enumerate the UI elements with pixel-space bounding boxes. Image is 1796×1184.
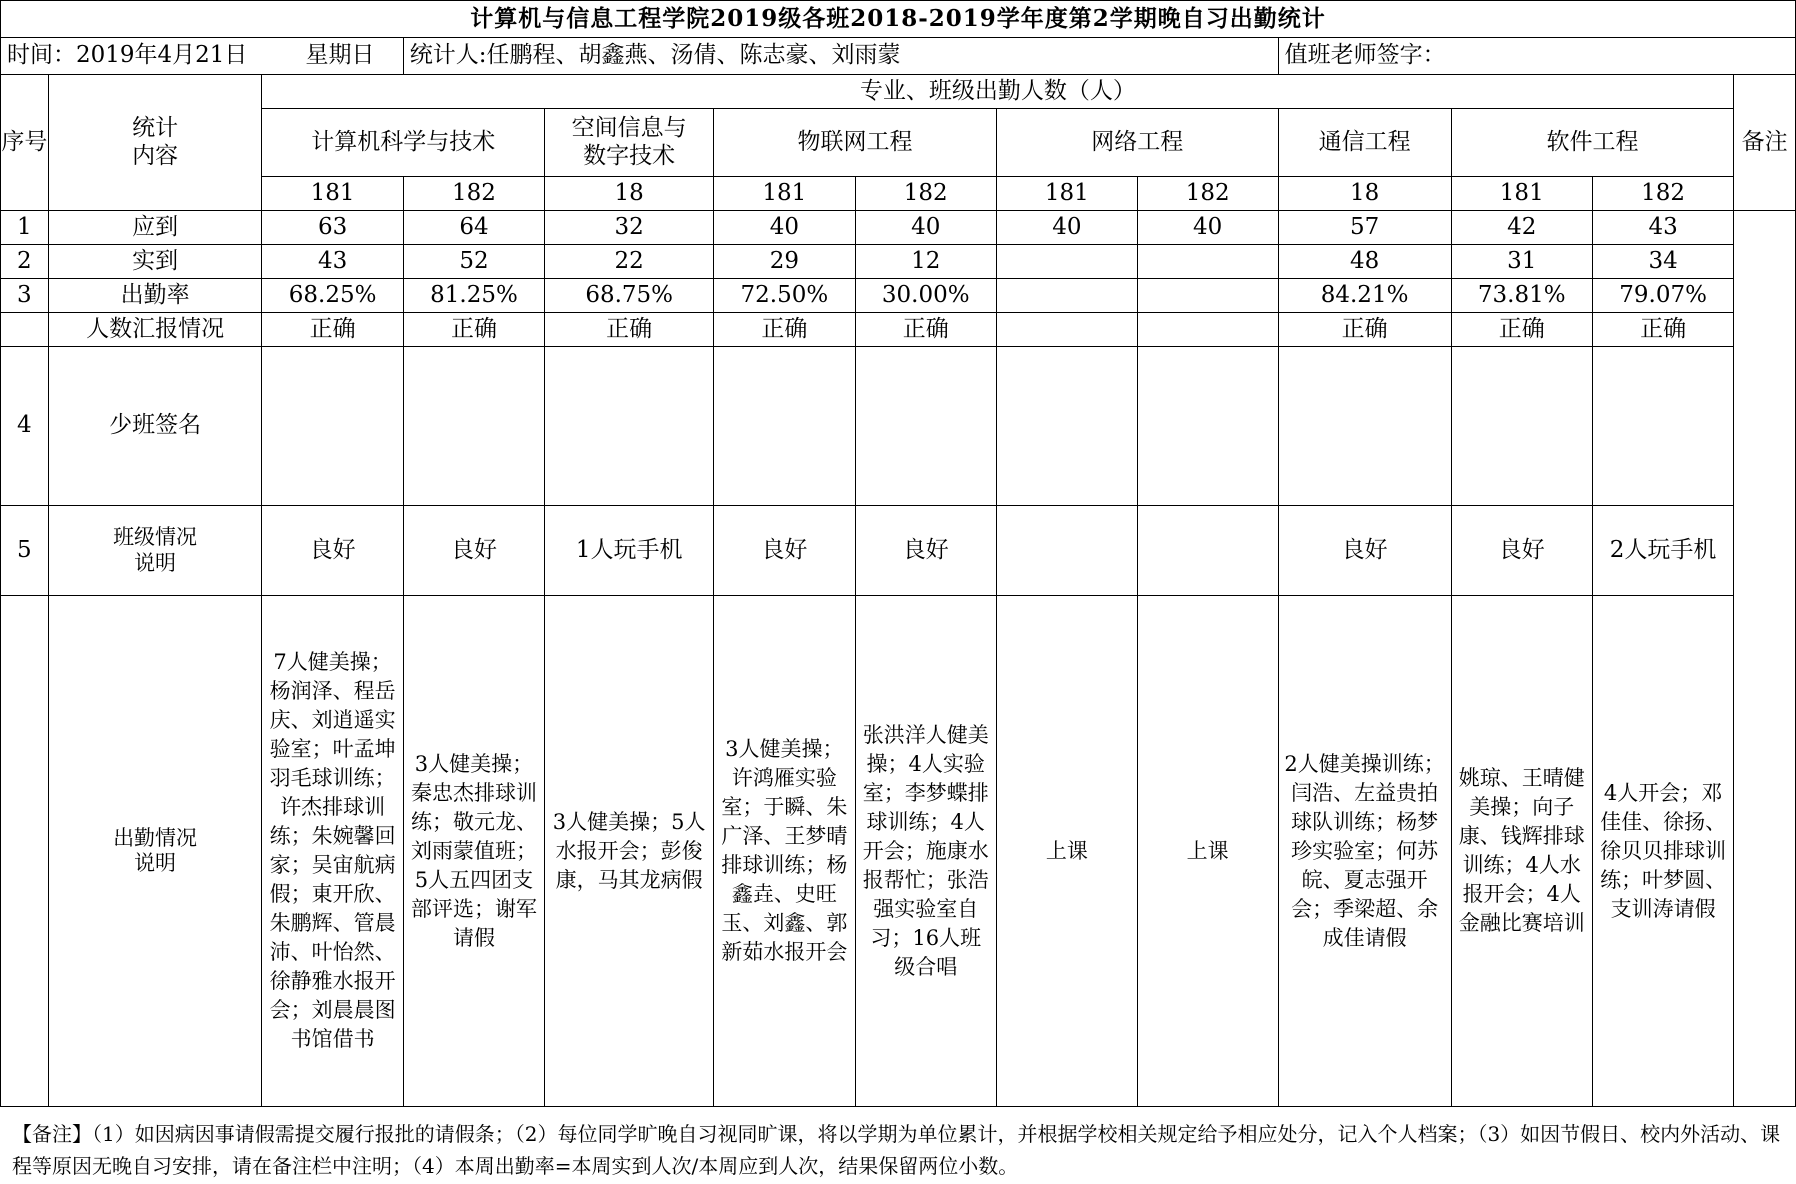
class-iot-182: 182 — [855, 177, 996, 211]
cell: 良好 — [1451, 506, 1592, 596]
cell: 良好 — [855, 506, 996, 596]
cell: 40 — [1137, 211, 1278, 245]
header-group: 专业、班级出勤人数（人） — [262, 75, 1734, 109]
cell: 1人玩手机 — [545, 506, 714, 596]
signature-cell — [1137, 347, 1278, 506]
major-software: 软件工程 — [1451, 109, 1734, 177]
cell — [1137, 506, 1278, 596]
footnote-text: 【备注】（1）如因病因事请假需提交履行报批的请假条；（2）每位同学旷晚自习视同旷课，将以学期为单位累计，并根据学校相关规定给予相应处分，记入个人档案；（3）如因节假日、校内外活动、课程等原因无晚自习安排，请在备注栏中注明；（4）本周出勤率=本周实到人次/本周应到人次，结果保留两位小数。 — [12, 1122, 1781, 1178]
table-row — [1, 313, 1796, 347]
cell: 81.25% — [403, 279, 544, 313]
header-remark: 备注 — [1734, 75, 1796, 211]
class-telecom-18: 18 — [1278, 177, 1451, 211]
cell: 42 — [1451, 211, 1592, 245]
note-cell: 7人健美操；杨润泽、程岳庆、刘逍遥实验室；叶孟坤羽毛球训练；许杰排球训练；朱婉馨回家；吴宙航病假；東开欣、朱鹏辉、管晨沛、叶怡然、徐静雅水报开会；刘晨晨图书馆借书 — [262, 596, 403, 1107]
row-seq: 3 — [1, 279, 49, 313]
note-cell: 3人健美操；5人水报开会；彭俊康，马其龙病假 — [545, 596, 714, 1107]
major-network: 网络工程 — [996, 109, 1278, 177]
cell: 正确 — [1592, 313, 1733, 347]
cell: 34 — [1592, 245, 1733, 279]
signature-cell — [1451, 347, 1592, 506]
class-software-182: 182 — [1592, 177, 1733, 211]
meta-date: 时间：2019年4月21日 — [7, 42, 248, 69]
signature-cell — [996, 347, 1137, 506]
cell: 正确 — [855, 313, 996, 347]
cell: 43 — [262, 245, 403, 279]
cell: 48 — [1278, 245, 1451, 279]
note-cell: 上课 — [1137, 596, 1278, 1107]
cell — [1137, 313, 1278, 347]
table-row — [1, 596, 1796, 1107]
footnote — [12, 1118, 1782, 1182]
signature-cell — [1592, 347, 1733, 506]
cell: 正确 — [1451, 313, 1592, 347]
cell: 良好 — [714, 506, 855, 596]
table-row — [1, 506, 1796, 596]
row-seq: 2 — [1, 245, 49, 279]
class-network-182: 182 — [1137, 177, 1278, 211]
row-label: 应到 — [48, 211, 262, 245]
cell: 正确 — [262, 313, 403, 347]
cell: 79.07% — [1592, 279, 1733, 313]
note-cell: 上课 — [996, 596, 1137, 1107]
cell: 40 — [855, 211, 996, 245]
cell: 32 — [545, 211, 714, 245]
cell: 22 — [545, 245, 714, 279]
row-label: 出勤率 — [48, 279, 262, 313]
meta-statistician: 统计人:任鹏程、胡鑫燕、汤倩、陈志豪、刘雨蒙 — [403, 38, 1278, 75]
note-cell: 3人健美操；秦忠杰排球训练；敬元龙、刘雨蒙值班；5人五四团支部评选；谢军请假 — [403, 596, 544, 1107]
table-row — [1, 245, 1796, 279]
table-row — [1, 347, 1796, 506]
cell: 30.00% — [855, 279, 996, 313]
cell: 31 — [1451, 245, 1592, 279]
cell: 72.50% — [714, 279, 855, 313]
cell: 良好 — [262, 506, 403, 596]
signature-cell — [262, 347, 403, 506]
row-label: 出勤情况 说明 — [48, 596, 262, 1107]
signature-cell — [1278, 347, 1451, 506]
cell: 正确 — [714, 313, 855, 347]
row-seq — [1, 596, 49, 1107]
major-telecom: 通信工程 — [1278, 109, 1451, 177]
row-label: 实到 — [48, 245, 262, 279]
cell: 40 — [714, 211, 855, 245]
meta-time — [1, 38, 404, 75]
row-seq: 5 — [1, 506, 49, 596]
cell — [996, 506, 1137, 596]
signature-cell — [545, 347, 714, 506]
meta-weekday: 星期日 — [305, 42, 375, 69]
cell — [996, 279, 1137, 313]
cell: 68.25% — [262, 279, 403, 313]
major-cs: 计算机科学与技术 — [262, 109, 545, 177]
cell: 正确 — [403, 313, 544, 347]
header-seq: 序号 — [1, 75, 49, 211]
cell — [1137, 279, 1278, 313]
cell — [1137, 245, 1278, 279]
major-spatial: 空间信息与 数字技术 — [545, 109, 714, 177]
note-cell: 3人健美操；许鸿雁实验室；于瞬、朱广泽、王梦晴排球训练；杨鑫垚、史旺玉、刘鑫、郭新茹水报开会 — [714, 596, 855, 1107]
row-label: 班级情况 说明 — [48, 506, 262, 596]
note-cell: 姚琼、王晴健美操；向子康、钱辉排球训练；4人水报开会；4人金融比赛培训 — [1451, 596, 1592, 1107]
cell: 良好 — [1278, 506, 1451, 596]
cell: 29 — [714, 245, 855, 279]
table-row — [1, 279, 1796, 313]
cell: 57 — [1278, 211, 1451, 245]
remark-cell — [1734, 211, 1796, 1107]
class-software-181: 181 — [1451, 177, 1592, 211]
cell: 2人玩手机 — [1592, 506, 1733, 596]
note-cell: 2人健美操训练；闫浩、左益贵拍球队训练；杨梦珍实验室；何苏皖、夏志强开会；季梁超、余成佳请假 — [1278, 596, 1451, 1107]
cell: 正确 — [545, 313, 714, 347]
row-seq — [1, 313, 49, 347]
note-cell: 4人开会；邓佳佳、徐扬、徐贝贝排球训练；叶梦圆、支训涛请假 — [1592, 596, 1733, 1107]
class-cs-182: 182 — [403, 177, 544, 211]
note-cell: 张洪洋人健美操；4人实验室；李梦蝶排球训练；4人开会；施康水报帮忙；张浩强实验室自习；16人班级合唱 — [855, 596, 996, 1107]
cell: 73.81% — [1451, 279, 1592, 313]
cell: 64 — [403, 211, 544, 245]
signature-cell — [403, 347, 544, 506]
cell: 12 — [855, 245, 996, 279]
cell: 84.21% — [1278, 279, 1451, 313]
cell: 63 — [262, 211, 403, 245]
cell: 良好 — [403, 506, 544, 596]
row-label: 少班签名 — [48, 347, 262, 506]
cell: 68.75% — [545, 279, 714, 313]
class-network-181: 181 — [996, 177, 1137, 211]
table-row — [1, 211, 1796, 245]
cell: 52 — [403, 245, 544, 279]
class-iot-181: 181 — [714, 177, 855, 211]
sheet-title: 计算机与信息工程学院2019级各班2018-2019学年度第2学期晚自习出勤统计 — [1, 1, 1796, 38]
cell: 40 — [996, 211, 1137, 245]
signature-cell — [855, 347, 996, 506]
class-spatial-18: 18 — [545, 177, 714, 211]
cell: 正确 — [1278, 313, 1451, 347]
row-seq: 1 — [1, 211, 49, 245]
header-content: 统计 内容 — [48, 75, 262, 211]
cell — [996, 245, 1137, 279]
row-seq: 4 — [1, 347, 49, 506]
row-label: 人数汇报情况 — [48, 313, 262, 347]
class-cs-181: 181 — [262, 177, 403, 211]
meta-teacher-sign: 值班老师签字： — [1278, 38, 1795, 75]
signature-cell — [714, 347, 855, 506]
cell — [996, 313, 1137, 347]
major-iot: 物联网工程 — [714, 109, 997, 177]
cell: 43 — [1592, 211, 1733, 245]
